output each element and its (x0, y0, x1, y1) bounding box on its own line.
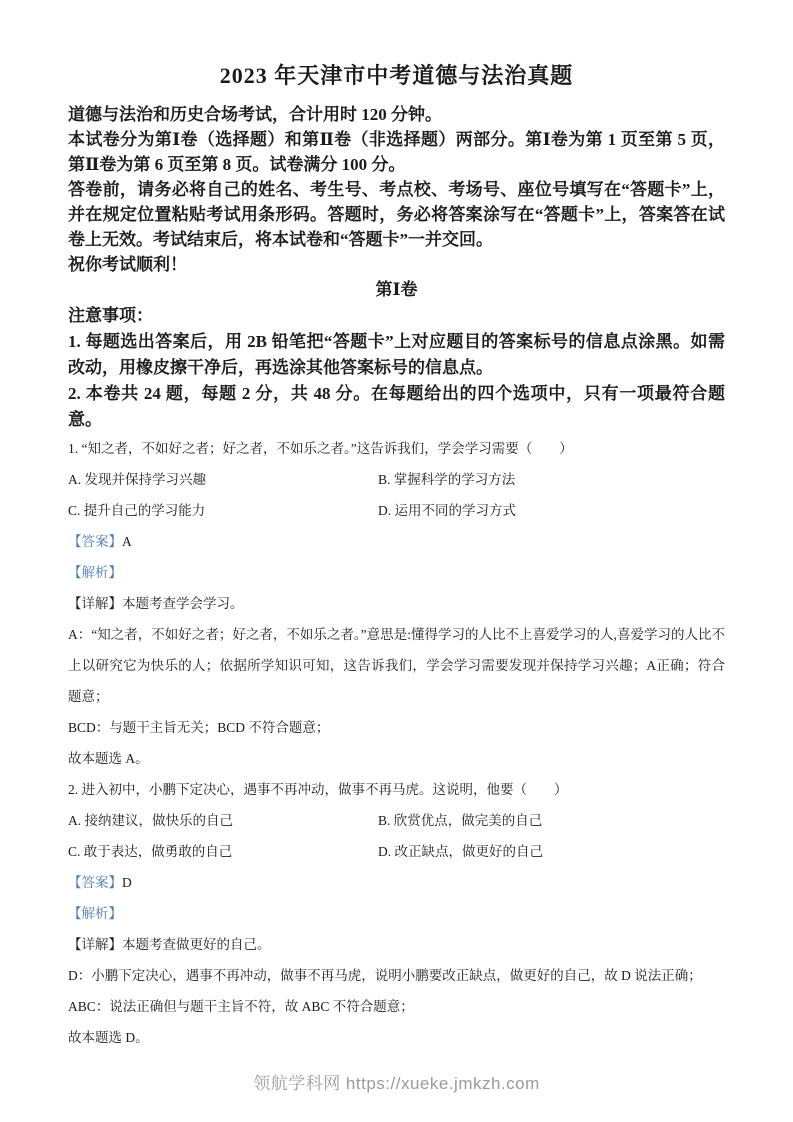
question-1-option-b: B. 掌握科学的学习方法 (378, 472, 516, 487)
notes-list (68, 329, 725, 433)
question-2-option-a: A. 接纳建议，做快乐的自己 (68, 813, 233, 828)
question-2-analysis-tag: 【解析】 (68, 906, 122, 921)
answer-tag: 【答案】 (68, 534, 122, 549)
instruction-line-structure: 本试卷分为第Ⅰ卷（选择题）和第Ⅱ卷（非选择题）两部分。第Ⅰ卷为第 1 页至第 5 页，第Ⅱ卷为第 6 页至第 8 页。试卷满分 100 分。 (68, 130, 725, 174)
question-1-detail-summary: 【详解】本题考查学会学习。 (68, 596, 244, 611)
questions-area (68, 433, 725, 1053)
question-2-option-d: D. 改正缺点，做更好的自己 (378, 844, 543, 859)
answer-tag: 【答案】 (68, 875, 122, 890)
question-2-detail-option-d: D：小鹏下定决心，遇事不再冲动，做事不再马虎，说明小鹏要改正缺点，做更好的自己，故 D 说法正确； (68, 968, 702, 983)
question-1-detail-conclusion: 故本题选 A。 (68, 751, 149, 766)
question-block-1 (68, 433, 725, 774)
exam-instructions (68, 102, 725, 277)
note-item-2: 2. 本卷共 24 题，每题 2 分，共 48 分。在每题给出的四个选项中，只有一项最符合题意。 (68, 384, 725, 429)
question-1-answer-line (68, 526, 725, 557)
question-2-detail-summary: 【详解】本题考查做更好的自己。 (68, 937, 271, 952)
question-1-detail-option-bcd: BCD：与题干主旨无关；BCD 不符合题意； (68, 720, 330, 735)
instruction-line-answer-sheet: 答卷前，请务必将自己的姓名、考生号、考点校、考场号、座位号填写在“答题卡”上，并在规定位置粘贴考试用条形码。答题时，务必将答案涂写在“答题卡”上，答案答在试卷上无效。考试结束后，将本试卷和“答题卡”一并交回。 (68, 180, 725, 249)
question-1-stem: 1. “知之者，不如好之者；好之者，不如乐之者。”这告诉我们，学会学习需要（ ） (68, 441, 573, 456)
instruction-line-good-luck: 祝你考试顺利！ (68, 255, 187, 274)
question-1-option-c: C. 提升自己的学习能力 (68, 503, 206, 518)
question-2-stem: 2. 进入初中，小鹏下定决心，遇事不再冲动，做事不再马虎。这说明，他要（ ） (68, 782, 568, 797)
answer-value: D (122, 875, 132, 890)
question-block-2 (68, 774, 725, 1053)
question-1-analysis-tag: 【解析】 (68, 565, 122, 580)
watermark: 领航学科网 https://xueke.jmkzh.com (253, 1074, 540, 1093)
question-1-detail-option-a: A：“知之者，不如好之者；好之者，不如乐之者。”意思是:懂得学习的人比不上喜爱学习的人,喜爱学习的人比不上以研究它为快乐的人；依据所学知识可知，这告诉我们，学会学习需要发现并保持学习兴趣；A正确；符合题意； (68, 627, 725, 704)
question-1-option-d: D. 运用不同的学习方式 (378, 503, 516, 518)
question-2-option-c: C. 敢于表达，做勇敢的自己 (68, 844, 233, 859)
question-2-answer-line (68, 867, 725, 898)
section-heading-part1: 第Ⅰ卷 (375, 280, 418, 299)
notes-heading: 注意事项： (68, 306, 153, 325)
question-1-options (68, 464, 725, 526)
answer-value: A (122, 534, 132, 549)
question-2-detail-conclusion: 故本题选 D。 (68, 1030, 149, 1045)
note-item-1: 1. 每题选出答案后，用 2B 铅笔把“答题卡”上对应题目的答案标号的信息点涂黑。如需改动，用橡皮擦干净后，再选涂其他答案标号的信息点。 (68, 332, 725, 377)
page-title: 2023 年天津市中考道德与法治真题 (219, 63, 574, 88)
question-2-detail-option-abc: ABC：说法正确但与题干主旨不符，故 ABC 不符合题意； (68, 999, 414, 1014)
instruction-line-duration: 道德与法治和历史合场考试，合计用时 120 分钟。 (68, 105, 442, 124)
question-2-option-b: B. 欣赏优点，做完美的自己 (378, 813, 543, 828)
question-2-options (68, 805, 725, 867)
question-1-option-a: A. 发现并保持学习兴趣 (68, 472, 206, 487)
